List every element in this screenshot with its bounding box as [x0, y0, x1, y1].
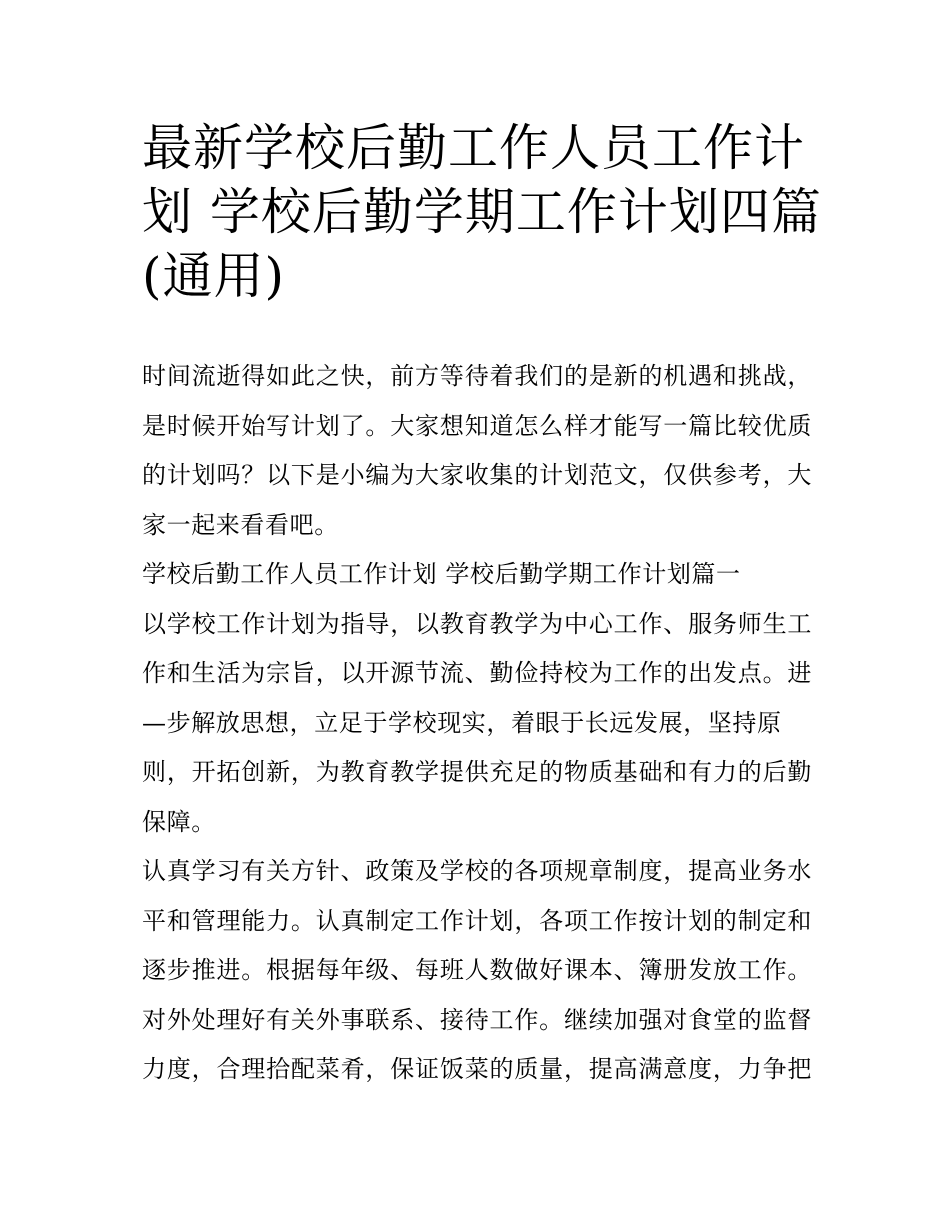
body-line: 逐步推进。根据每年级、每班人数做好课本、簿册发放工作。 — [142, 956, 812, 984]
document-body — [142, 352, 822, 1095]
section-heading: 学校后勤工作人员工作计划 学校后勤学期工作计划篇一 — [142, 560, 741, 588]
title-line: 划 学校后勤学期工作计划四篇 — [142, 183, 822, 241]
body-line: —步解放思想，立足于学校现实，着眼于长远发展，坚持原 — [142, 708, 782, 737]
title-line: (通用) — [142, 247, 286, 305]
body-line: 平和管理能力。认真制定工作计划，各项工作按计划的制定和 — [142, 906, 812, 935]
body-line: 保障。 — [142, 807, 216, 836]
body-line: 的计划吗？以下是小编为大家收集的计划范文，仅供参考，大 — [142, 461, 812, 489]
body-line: 力度，合理拾配菜肴，保证饭菜的质量，提高满意度，力争把 — [142, 1055, 812, 1083]
body-line: 家一起来看看吧。 — [142, 510, 339, 539]
title-line: 最新学校后勤工作人员工作计 — [142, 119, 805, 177]
document-title — [142, 116, 822, 308]
body-line: 是时候开始写计划了。大家想知道怎么样才能写一篇比较优质 — [142, 411, 812, 440]
body-line: 以学校工作计划为指导，以教育教学为中心工作、服务师生工 — [142, 609, 812, 638]
body-line: 认真学习有关方针、政策及学校的各项规章制度，提高业务水 — [142, 857, 812, 885]
body-line: 则，开拓创新，为教育教学提供充足的物质基础和有力的后勤 — [142, 758, 812, 786]
body-line: 作和生活为宗旨，以开源节流、勤俭持校为工作的出发点。进 — [142, 659, 812, 687]
body-line: 时间流逝得如此之快，前方等待着我们的是新的机遇和挑战， — [142, 362, 812, 390]
body-line: 对外处理好有关外事联系、接待工作。继续加强对食堂的监督 — [142, 1005, 812, 1034]
